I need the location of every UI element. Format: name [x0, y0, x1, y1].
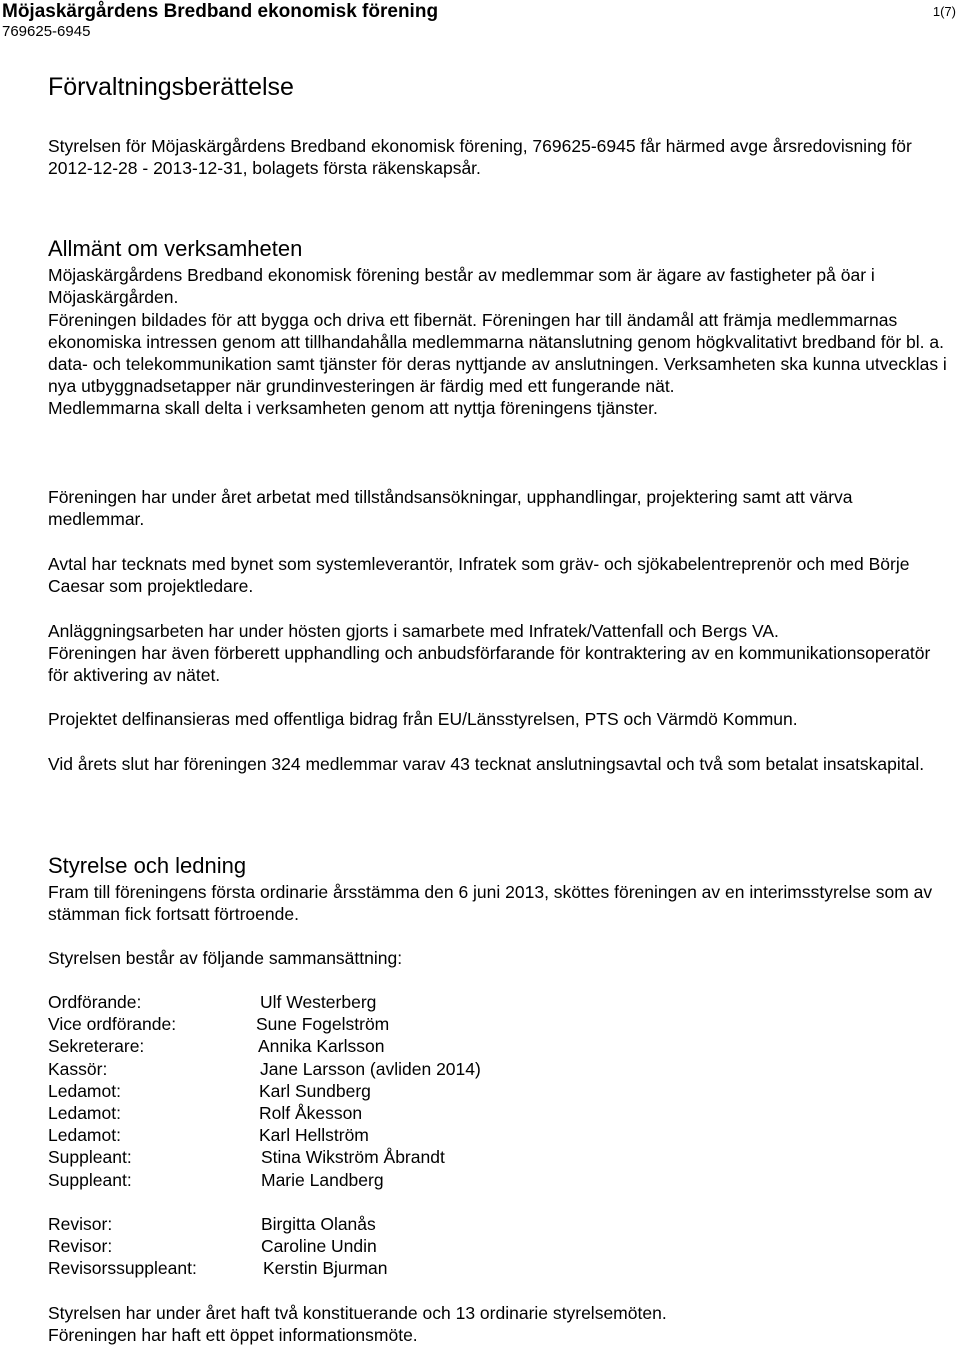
auditor-role: Revisorssuppleant: — [48, 1258, 197, 1279]
document-title: Förvaltningsberättelse — [48, 73, 294, 101]
board-list — [48, 991, 953, 1191]
intro-paragraph: Styrelsen för Möjaskärgårdens Bredband ekonomisk förening, 769625-6945 får härmed avge årsredovisning för 2012-12-28 - 2013-12-31, bolagets första räkenskapsår. — [48, 136, 912, 178]
board-row — [48, 991, 953, 1013]
board-role: Suppleant: — [48, 1169, 132, 1190]
board-row — [48, 1124, 953, 1146]
auditor-name: Kerstin Bjurman — [263, 1258, 388, 1279]
board-row — [48, 1146, 953, 1168]
styrelse-closing — [48, 1302, 953, 1346]
board-role: Kassör: — [48, 1058, 108, 1079]
verksamheten-paragraph-5-line2: Föreningen har även förberett upphandling och anbudsförfarande för kontraktering av en kommunikationsoperatör för aktivering av nätet. — [48, 643, 931, 685]
styrelse-closing-line2: Föreningen har haft ett öppet informationsmöte. — [48, 1325, 418, 1345]
board-name: Karl Hellström — [259, 1125, 369, 1146]
verksamheten-paragraph-2-extra: Medlemmarna skall delta i verksamheten genom att nyttja föreningens tjänster. — [48, 398, 658, 418]
auditor-role: Revisor: — [48, 1214, 113, 1234]
board-name: Karl Sundberg — [259, 1080, 371, 1101]
verksamheten-paragraph-3: Föreningen har under året arbetat med tillståndsansökningar, upphandlingar, projektering samt att värva medlemmar. — [48, 487, 853, 529]
board-name: Annika Karlsson — [258, 1036, 385, 1057]
board-role: Ledamot: — [48, 1125, 121, 1146]
verksamheten-paragraph-5 — [48, 620, 953, 686]
auditor-list — [48, 1213, 953, 1280]
board-role: Ordförande: — [48, 992, 142, 1012]
auditor-row — [48, 1257, 953, 1279]
board-name: Jane Larsson (avliden 2014) — [260, 1058, 481, 1079]
styrelse-paragraph-1: Fram till föreningens första ordinarie årsstämma den 6 juni 2013, sköttes föreningen av en interimsstyrelse som av stämman fick fortsatt förtroende. — [48, 882, 933, 924]
auditor-row — [48, 1235, 953, 1257]
verksamheten-paragraph-7: Vid årets slut har föreningen 324 medlemmar varav 43 tecknat anslutningsavtal och två som betalat insatskapital. — [48, 754, 925, 774]
page-number: 1(7) — [932, 4, 956, 19]
styrelse-paragraph-2: Styrelsen består av följande sammansättning: — [48, 948, 403, 968]
board-row — [48, 1058, 953, 1080]
styrelse-closing-line1: Styrelsen har under året haft två konstituerande och 13 ordinarie styrelsemöten. — [48, 1303, 667, 1323]
section-heading-styrelse: Styrelse och ledning — [48, 853, 247, 878]
section-heading-verksamheten: Allmänt om verksamheten — [48, 236, 303, 261]
board-role: Suppleant: — [48, 1147, 132, 1168]
auditor-name: Caroline Undin — [261, 1236, 377, 1257]
verksamheten-paragraph-2 — [48, 309, 953, 419]
board-role: Ledamot: — [48, 1080, 121, 1101]
board-name: Marie Landberg — [261, 1169, 384, 1190]
board-row — [48, 1169, 953, 1191]
header-org-name: Möjaskärgårdens Bredband ekonomisk förening — [2, 1, 439, 22]
verksamheten-paragraph-6: Projektet delfinansieras med offentliga bidrag från EU/Länsstyrelsen, PTS och Värmdö Kommun. — [48, 709, 798, 729]
verksamheten-paragraph-2-main: Föreningen bildades för att bygga och driva ett fibernät. Föreningen har till ändamål att främja medlemmarnas ekonomiska intressen genom att tillhandahålla medlemmarna nätanslutning genom högkvalitativt bredband för bl. a. data- och telekommunikation samt tjänster för deras nyttjande av anslutningen. Verksamheten ska kunna utvecklas i nya utbyggnadsetapper när grundinvesteringen är färdig med ett fungerande nät. — [48, 310, 947, 396]
board-role: Vice ordförande: — [48, 1014, 177, 1035]
board-row — [48, 1013, 953, 1035]
header-org-number: 769625-6945 — [2, 23, 91, 40]
verksamheten-paragraph-4: Avtal har tecknats med bynet som systemleverantör, Infratek som gräv- och sjökabelentreprenör och med Börje Caesar som projektledare. — [48, 554, 910, 596]
auditor-name: Birgitta Olanås — [261, 1214, 376, 1234]
board-name: Sune Fogelström — [256, 1014, 390, 1035]
auditor-row — [48, 1213, 953, 1235]
board-row — [48, 1035, 953, 1057]
board-role: Ledamot: — [48, 1102, 121, 1123]
section-styrelse — [48, 853, 953, 879]
board-row — [48, 1080, 953, 1102]
board-name: Rolf Åkesson — [259, 1102, 363, 1123]
verksamheten-paragraph-1: Möjaskärgårdens Bredband ekonomisk förening består av medlemmar som är ägare av fastigheter på öar i Möjaskärgården. — [48, 265, 875, 307]
auditor-role: Revisor: — [48, 1236, 113, 1257]
board-role: Sekreterare: — [48, 1036, 145, 1057]
verksamheten-paragraph-5-line1: Anläggningsarbeten har under hösten gjorts i samarbete med Infratek/Vattenfall och Bergs VA. — [48, 621, 779, 641]
page-header — [2, 0, 958, 41]
board-name: Stina Wikström Åbrandt — [261, 1147, 445, 1168]
board-row — [48, 1102, 953, 1124]
board-name: Ulf Westerberg — [260, 992, 377, 1012]
section-verksamheten — [48, 236, 953, 262]
